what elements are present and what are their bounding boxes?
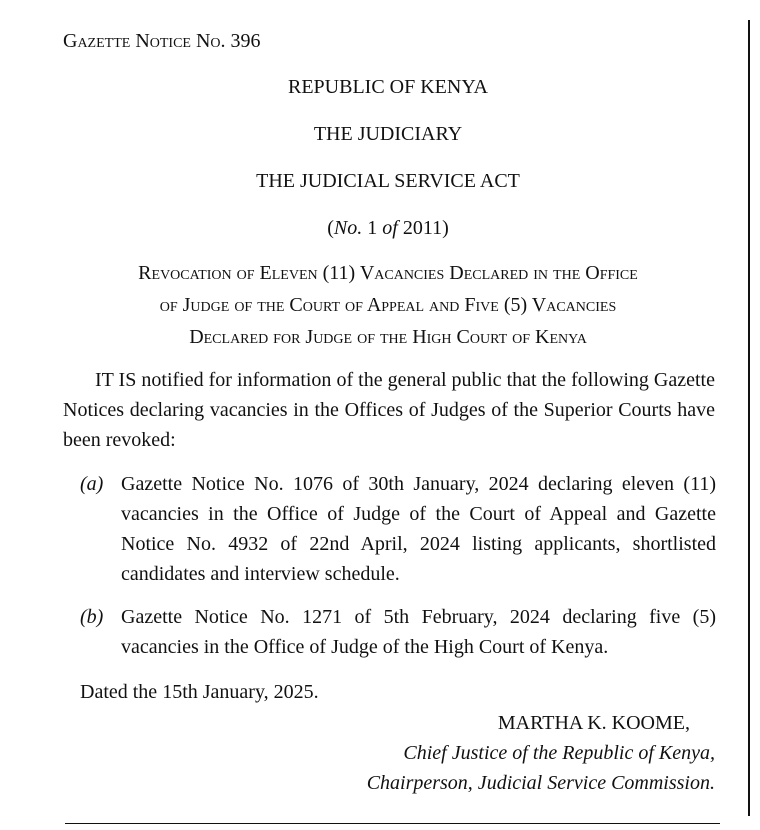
bottom-divider xyxy=(65,823,720,824)
list-item-label: (a) xyxy=(80,473,104,495)
act-num: 1 xyxy=(362,217,383,239)
signatory-name: MARTHA K. KOOME, xyxy=(497,712,690,734)
list-item-text: Gazette Notice No. 1271 of 5th February, 2024 declaring five (5) vacancies in the Office of Judge of the High Court of Kenya. xyxy=(121,606,716,658)
act-open: ( xyxy=(327,217,334,239)
act-no: No. xyxy=(333,217,363,239)
act-year: 2011) xyxy=(397,217,449,239)
list-item-b xyxy=(80,602,716,662)
date-line: Dated the 15th January, 2025. xyxy=(80,681,319,703)
intro-paragraph: IT IS notified for information of the general public that the following Gazette Notices declaring vacancies in the Offices of Judges of the Superior Courts have been revoked: xyxy=(63,369,715,451)
header-judiciary: THE JUDICIARY xyxy=(313,123,463,145)
act-of: of xyxy=(382,217,398,239)
list-item-a xyxy=(80,469,716,589)
notice-number: 396 xyxy=(230,30,261,52)
signatory-title-1: Chief Justice of the Republic of Kenya, xyxy=(403,742,715,764)
notice-prefix: Gazette Notice No. xyxy=(63,30,226,52)
header-act: THE JUDICIAL SERVICE ACT xyxy=(256,170,520,192)
title-line-1: Revocation of Eleven (11) Vacancies Declared in the Office xyxy=(138,262,638,284)
signatory-title-2: Chairperson, Judicial Service Commission. xyxy=(366,772,715,794)
list-item-text: Gazette Notice No. 1076 of 30th January, 2024 declaring eleven (11) vacancies in the Office of Judge of the Court of Appeal and Gazette Notice No. 4932 of 22nd April, 2024 listing applicants, shortlisted candidates and interview schedule. xyxy=(121,473,716,585)
header-republic: REPUBLIC OF KENYA xyxy=(287,76,489,98)
header-act-number xyxy=(0,217,760,240)
gazette-notice-number xyxy=(63,30,261,53)
title-line-2: of Judge of the Court of Appeal and Five (5) Vacancies xyxy=(159,294,617,316)
list-item-label: (b) xyxy=(80,606,104,628)
notice-title xyxy=(40,257,736,353)
title-line-3: Declared for Judge of the High Court of Kenya xyxy=(189,326,587,348)
